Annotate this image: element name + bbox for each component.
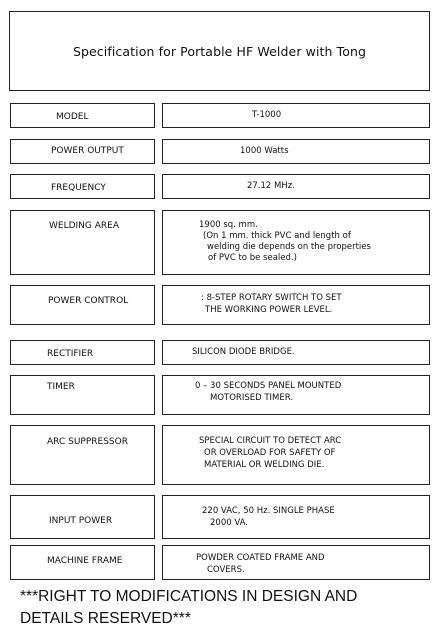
spec-label-machine-frame: MACHINE FRAME: [47, 556, 123, 566]
spec-label-arc-suppressor: ARC SUPPRESSOR: [47, 437, 128, 447]
footer-notice-line-2: DETAILS RESERVED***: [20, 610, 191, 627]
footer-notice: [20, 586, 430, 630]
spec-value-box-frequency: [162, 174, 430, 199]
spec-value-box-input-power: [162, 495, 430, 539]
spec-value-power-output: 1000 Watts: [240, 146, 289, 156]
spec-label-input-power: INPUT POWER: [49, 516, 113, 526]
spec-value-input-power-line-1: 220 VAC, 50 Hz. SINGLE PHASE: [202, 506, 335, 516]
spec-label-welding-area: WELDING AREA: [49, 221, 120, 231]
spec-value-input-power-line-2: 2000 VA.: [210, 518, 248, 528]
spec-value-arc-suppressor-line-2: OR OVERLOAD FOR SAFETY OF: [204, 448, 336, 458]
spec-value-machine-frame-line-2: COVERS.: [207, 565, 245, 575]
spec-label-box-machine-frame: [10, 545, 155, 580]
spec-value-box-power-control: [162, 285, 430, 325]
spec-value-box-rectifier: [162, 340, 430, 365]
spec-value-welding-area-line-1: 1900 sq. mm.: [199, 220, 258, 230]
spec-label-box-arc-suppressor: [10, 425, 155, 485]
footer-notice-line-1: ***RIGHT TO MODIFICATIONS IN DESIGN AND: [20, 588, 358, 605]
spec-label-box-model: [10, 103, 155, 128]
spec-label-box-timer: [10, 375, 155, 415]
spec-value-box-timer: [162, 375, 430, 415]
spec-value-box-power-output: [162, 139, 430, 164]
spec-value-welding-area-line-4: of PVC to be sealed.): [208, 253, 297, 263]
spec-value-box-machine-frame: [162, 545, 430, 580]
spec-value-rectifier: SILICON DIODE BRIDGE.: [192, 347, 295, 357]
spec-label-box-power-control: [10, 285, 155, 325]
spec-value-power-control-line-2: THE WORKING POWER LEVEL.: [205, 305, 333, 315]
spec-value-machine-frame-line-1: POWDER COATED FRAME AND: [196, 553, 325, 563]
spec-value-box-welding-area: [162, 210, 430, 275]
spec-label-power-output: POWER OUTPUT: [51, 146, 124, 156]
spec-value-timer-line-2: MOTORISED TIMER.: [210, 393, 294, 403]
spec-value-frequency: 27.12 MHz.: [247, 181, 295, 191]
spec-label-box-rectifier: [10, 340, 155, 365]
spec-value-box-model: [162, 103, 430, 128]
spec-label-box-input-power: [10, 495, 155, 539]
spec-label-rectifier: RECTIFIER: [47, 349, 94, 359]
spec-value-welding-area-line-3: welding die depends on the properties: [207, 242, 371, 252]
spec-label-power-control: POWER CONTROL: [48, 296, 129, 306]
spec-label-model: MODEL: [56, 112, 89, 122]
spec-value-box-arc-suppressor: [162, 425, 430, 485]
spec-label-box-frequency: [10, 174, 155, 199]
title-box: [9, 11, 430, 91]
spec-value-arc-suppressor-line-1: SPECIAL CIRCUIT TO DETECT ARC: [199, 436, 342, 446]
spec-label-frequency: FREQUENCY: [51, 183, 106, 193]
spec-label-timer: TIMER: [47, 382, 75, 392]
spec-value-power-control-line-1: : 8-STEP ROTARY SWITCH TO SET: [201, 293, 342, 303]
spec-label-box-welding-area: [10, 210, 155, 275]
spec-value-welding-area-line-2: (On 1 mm. thick PVC and length of: [203, 231, 351, 241]
spec-value-arc-suppressor-line-3: MATERIAL OR WELDING DIE.: [204, 460, 325, 470]
document-title: Specification for Portable HF Welder with Tong: [72, 43, 367, 59]
spec-value-timer-line-1: 0 – 30 SECONDS PANEL MOUNTED: [195, 381, 342, 391]
spec-label-box-power-output: [10, 139, 155, 164]
spec-value-model: T-1000: [252, 110, 282, 120]
